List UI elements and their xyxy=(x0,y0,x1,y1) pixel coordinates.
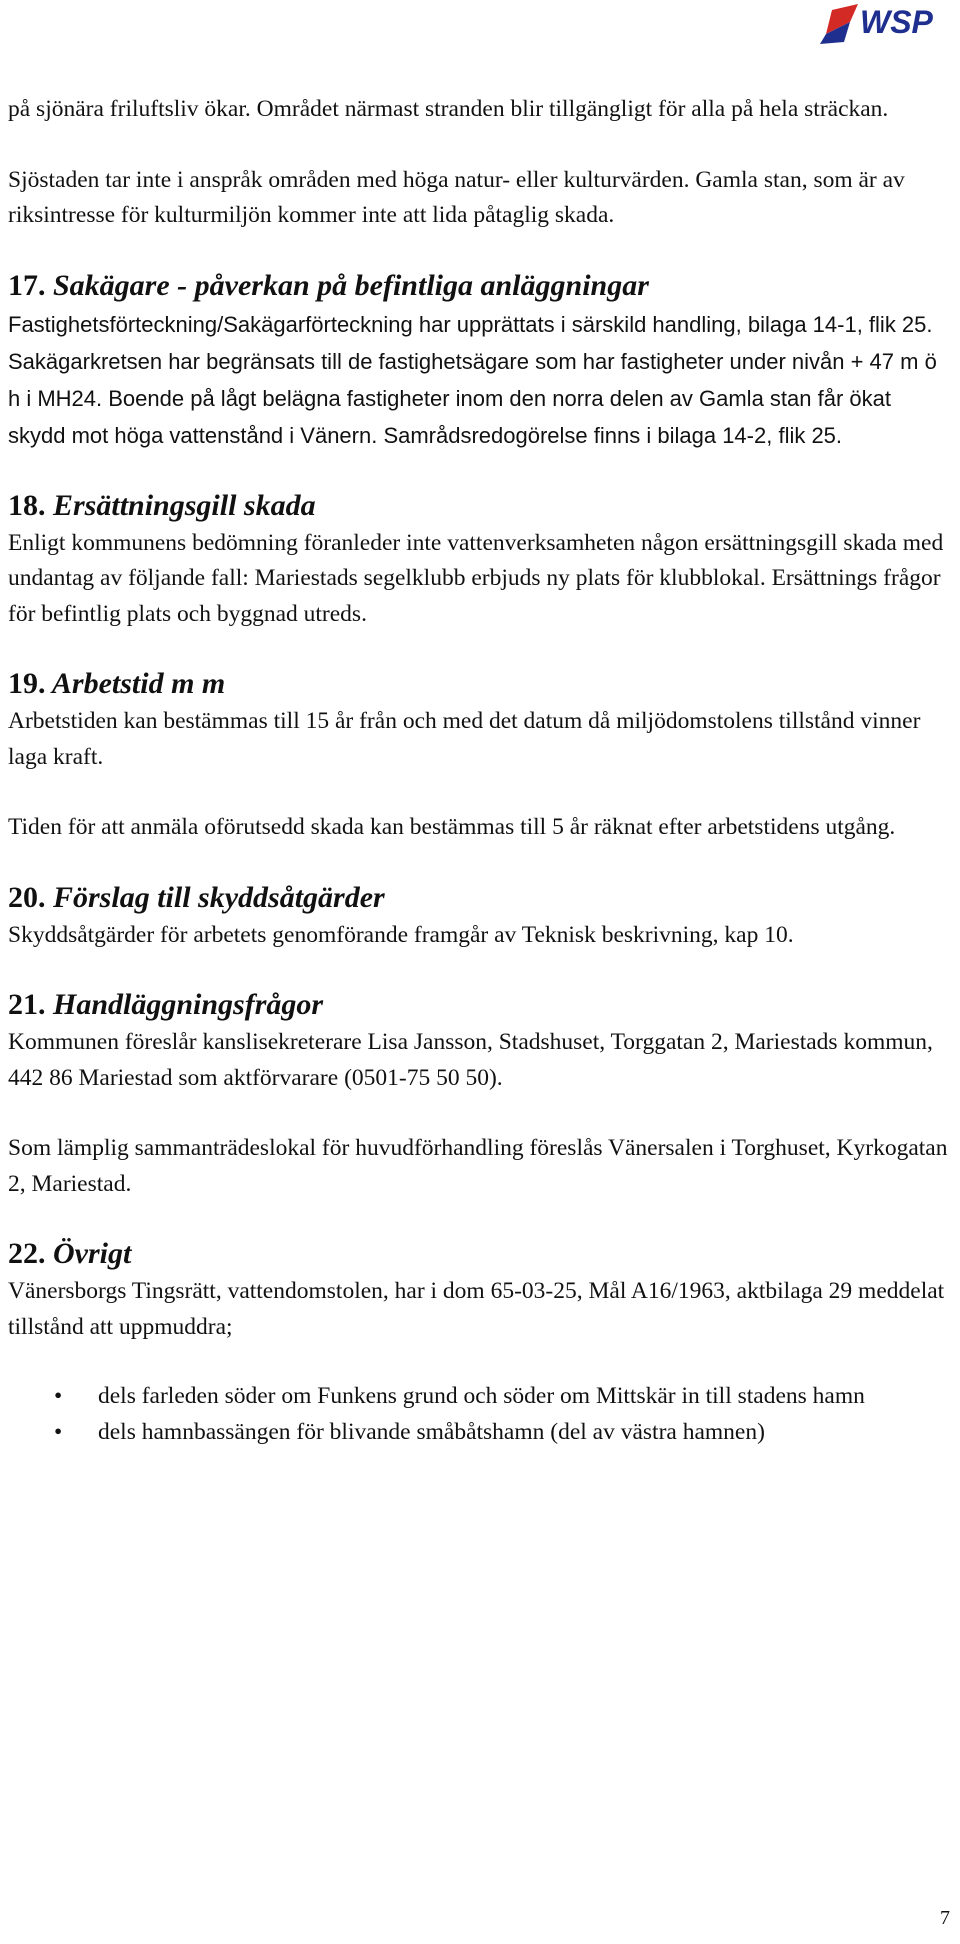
bullet-icon: • xyxy=(54,1418,63,1445)
section-20-number: 20. xyxy=(8,880,46,914)
section-22-bullet-list xyxy=(8,1379,950,1450)
section-21-body-2: Som lämplig sammanträdeslokal för huvudförhandling föreslås Vänersalen i Torghuset, Kyrkogatan 2, Mariestad. xyxy=(8,1135,948,1197)
list-item-text: dels farleden söder om Funkens grund och söder om Mittskär in till stadens hamn xyxy=(98,1383,865,1409)
list-item xyxy=(8,1379,918,1415)
section-20-title: Förslag till skyddsåtgärder xyxy=(53,880,385,914)
wsp-logo xyxy=(810,0,960,50)
svg-text:WSP: WSP xyxy=(860,4,933,40)
section-17-title: Sakägare - påverkan på befintliga anläggningar xyxy=(53,268,649,302)
bullet-icon: • xyxy=(54,1383,63,1409)
section-17-body: Fastighetsförteckning/Sakägarförteckning har upprättats i särskild handling, bilaga 14-1, flik 25. Sakägarkretsen har begränsats till de fastighetsägare som har fastigheter under nivån + 47 m ö h i MH24. Boende på lågt belägna fastigheter inom den norra delen av Gamla stan får ökat skydd mot höga vattenstånd i Vänern. Samrådsredogörelse finns i bilaga 14-2, flik 25. xyxy=(8,311,937,448)
list-item xyxy=(8,1415,918,1451)
section-19-body-2: Tiden för att anmäla oförutsedd skada kan bestämmas till 5 år räknat efter arbetstidens utgång. xyxy=(8,814,896,840)
page-number: 7 xyxy=(940,1907,950,1929)
intro-paragraph-2: Sjöstaden tar inte i anspråk områden med höga natur- eller kulturvärden. Gamla stan, som är av riksintresse för kulturmiljön kommer inte att lida påtaglig skada. xyxy=(8,166,905,228)
section-19-title: Arbetstid m m xyxy=(51,667,226,700)
section-19-body-1: Arbetstiden kan bestämmas till 15 år från och med det datum då miljödomstolens tillstånd vinner laga kraft. xyxy=(8,708,921,770)
section-17-number: 17. xyxy=(8,268,46,302)
section-18-number: 18. xyxy=(8,488,46,522)
section-22-number: 22. xyxy=(8,1237,46,1270)
intro-paragraph-1: på sjönära friluftsliv ökar. Området närmast stranden blir tillgängligt för alla på hela sträckan. xyxy=(8,96,889,122)
section-21-body-1: Kommunen föreslår kanslisekreterare Lisa Jansson, Stadshuset, Torggatan 2, Mariestads kommun, 442 86 Mariestad som aktförvarare (0501-75 50 50). xyxy=(8,1029,933,1091)
section-22-heading xyxy=(8,1234,950,1274)
section-22-body: Vänersborgs Tingsrätt, vattendomstolen, har i dom 65-03-25, Mål A16/1963, aktbilaga 29 meddelat tillstånd att uppmuddra; xyxy=(8,1278,945,1340)
section-22-title: Övrigt xyxy=(53,1237,132,1270)
section-18-heading xyxy=(8,486,950,526)
wsp-logo-graphic xyxy=(810,0,960,50)
section-18-body: Enligt kommunens bedömning föranleder inte vattenverksamheten någon ersättningsgill skada med undantag av följande fall: Mariestads segelklubb erbjuds ny plats för klubblokal. Ersättnings frågor för befintlig plats och byggnad utreds. xyxy=(8,529,944,627)
list-item-text: dels hamnbassängen för blivande småbåtshamn (del av västra hamnen) xyxy=(98,1418,765,1445)
section-20-heading xyxy=(8,878,950,918)
section-19-heading xyxy=(8,664,950,704)
section-17-heading xyxy=(8,266,950,306)
section-20-body: Skyddsåtgärder för arbetets genomförande framgår av Teknisk beskrivning, kap 10. xyxy=(8,921,794,948)
section-21-heading xyxy=(8,985,950,1025)
section-19-number: 19. xyxy=(8,667,46,700)
section-18-title: Ersättningsgill skada xyxy=(53,488,316,522)
section-21-title: Handläggningsfrågor xyxy=(53,988,324,1021)
section-21-number: 21. xyxy=(8,988,46,1021)
document-body xyxy=(8,92,950,1450)
